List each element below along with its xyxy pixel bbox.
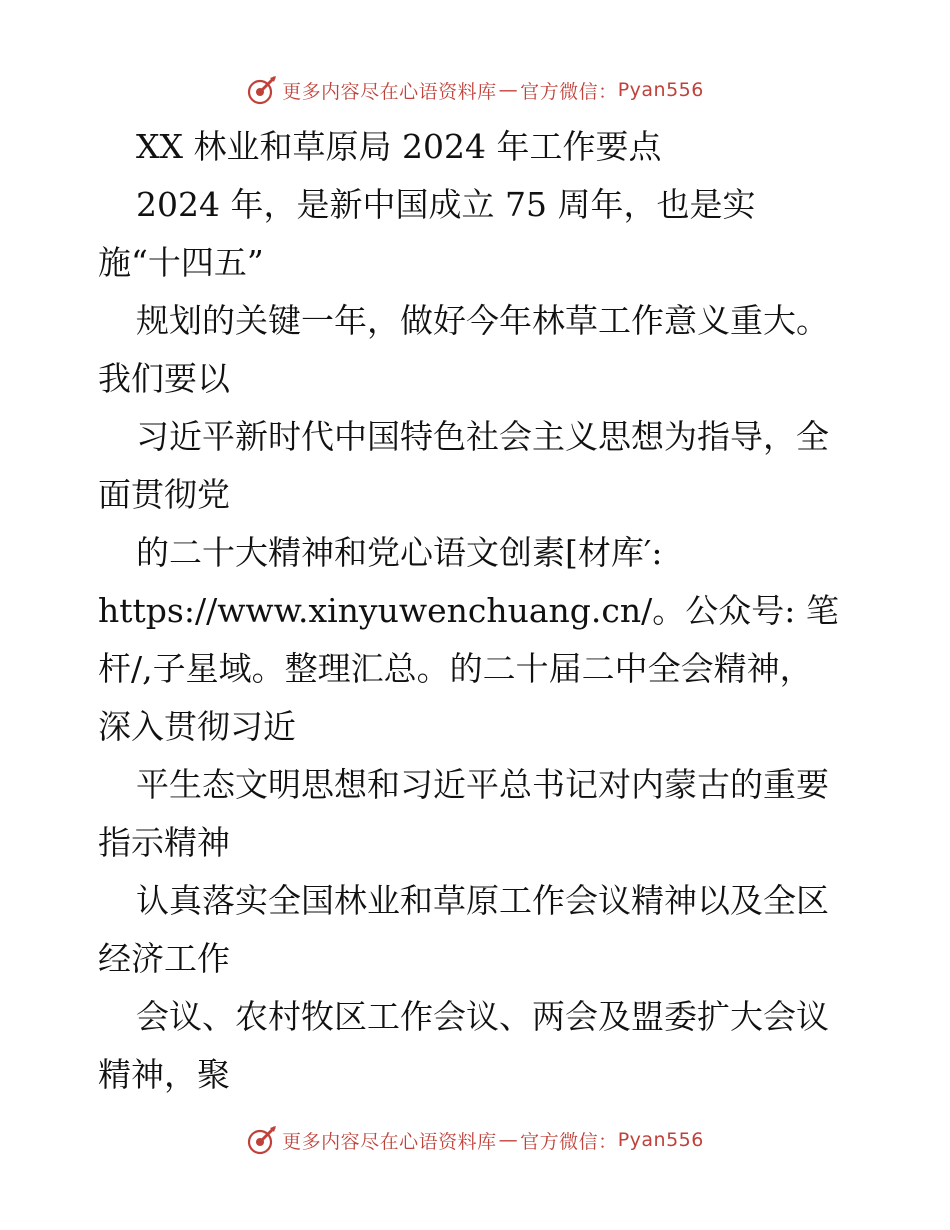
document-line: 平生态文明思想和习近平总书记对内蒙古的重要 (136, 765, 829, 804)
document-line: 经济工作 (98, 939, 230, 978)
document-line: 我们要以 (98, 359, 230, 398)
document-body (98, 118, 878, 1104)
watermark-text: 更多内容尽在心语资料库 (282, 1130, 497, 1153)
watermark-text: 更多内容尽在心语资料库 (282, 80, 497, 103)
document-line: 面贯彻党 (98, 475, 230, 514)
document-line: https://www.xinyuwenchuang.cn/。公众号: 笔 (98, 591, 839, 630)
pen-seal-logo-icon (246, 1124, 278, 1156)
top-watermark-banner (0, 74, 950, 106)
watermark-wechat-id: Pyan556 (617, 79, 704, 101)
watermark-dash: — (498, 1129, 519, 1151)
document-line: 的二十大精神和党心语文创素[材库′: (136, 533, 663, 572)
document-line: 杆/,子星域。整理汇总。的二十届二中全会精神， (98, 649, 813, 688)
pen-seal-logo-icon (246, 74, 278, 106)
document-line: 精神，聚 (98, 1055, 230, 1094)
watermark-wechat-id: Pyan556 (617, 1129, 704, 1151)
document-line: 会议、农村牧区工作会议、两会及盟委扩大会议 (136, 997, 829, 1036)
document-line: 深入贯彻习近 (98, 707, 296, 746)
bottom-watermark-banner (0, 1124, 950, 1156)
document-line: 认真落实全国林业和草原工作会议精神以及全区 (136, 881, 829, 920)
document-line: 施“十四五” (98, 243, 264, 282)
document-title: XX 林业和草原局 2024 年工作要点 (136, 127, 662, 166)
watermark-dash: — (498, 79, 519, 101)
document-line: 规划的关键一年，做好今年林草工作意义重大。 (136, 301, 829, 340)
document-line: 习近平新时代中国特色社会主义思想为指导，全 (136, 417, 829, 456)
document-line: 指示精神 (98, 823, 230, 862)
watermark-official-label: 官方微信： (520, 1130, 618, 1153)
document-line: 2024 年，是新中国成立 75 周年，也是实 (136, 185, 756, 224)
watermark-official-label: 官方微信： (520, 80, 618, 103)
